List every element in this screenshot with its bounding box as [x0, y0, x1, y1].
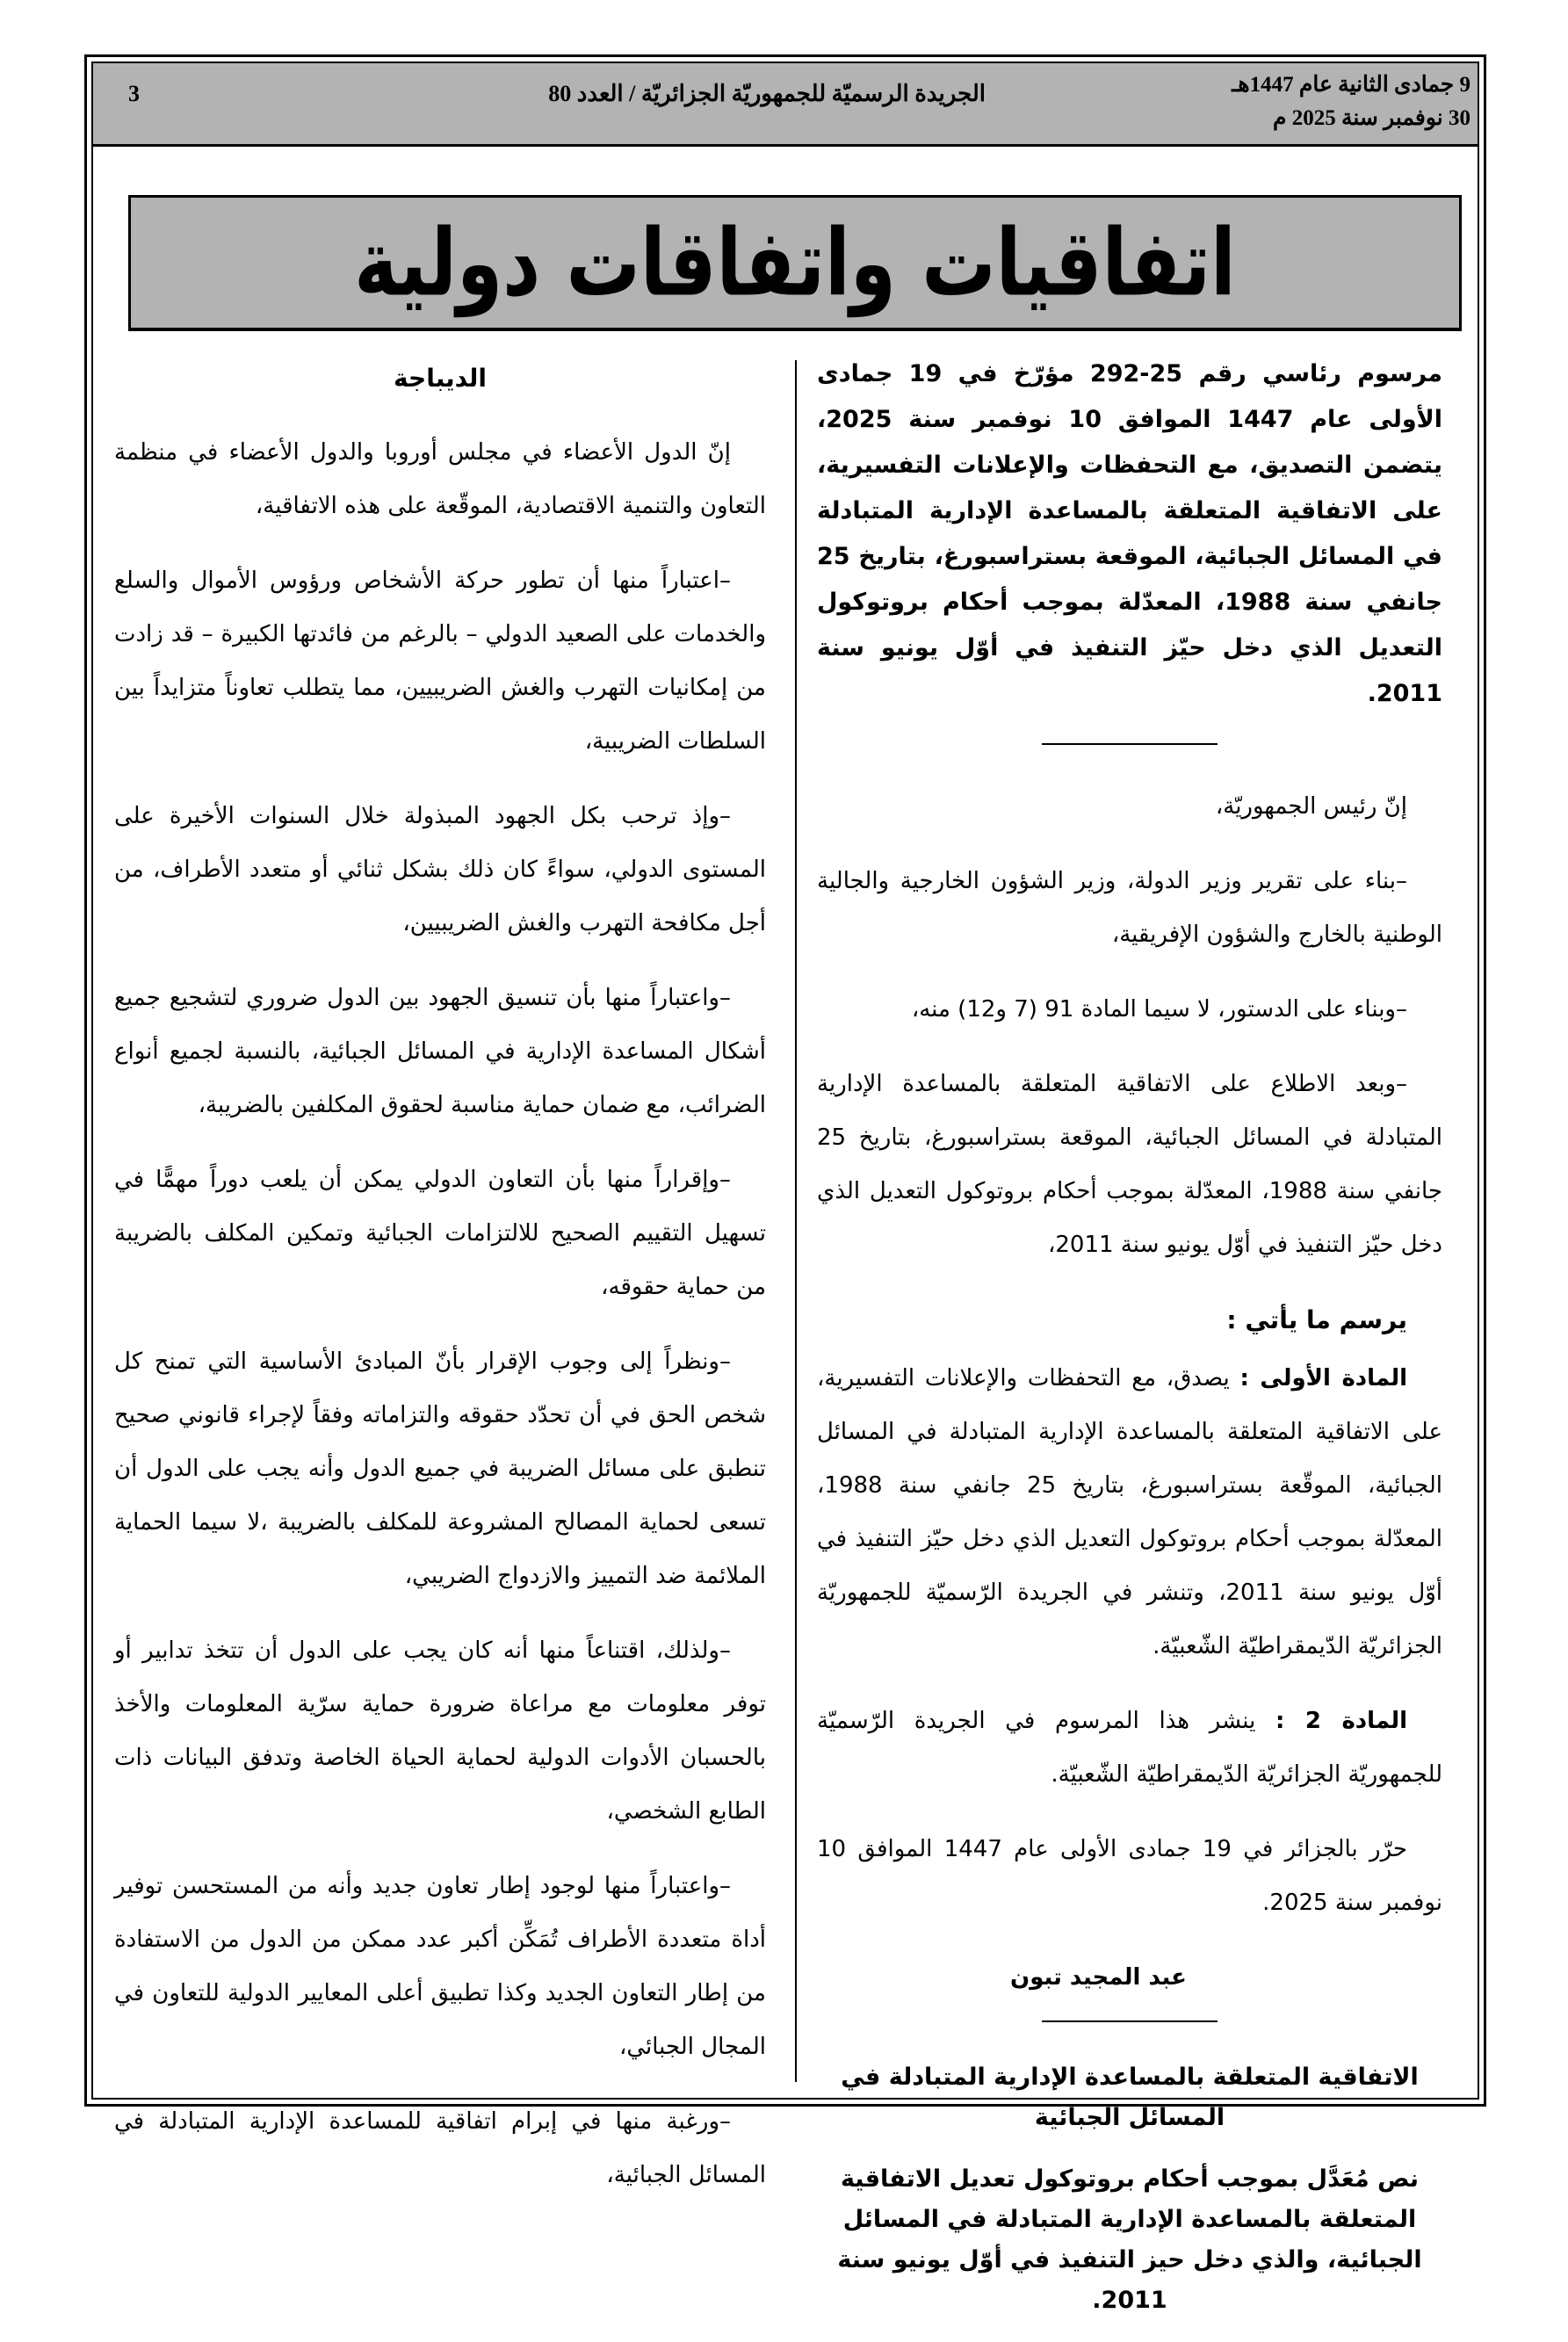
- preamble-paragraph: –اعتباراً منها أن تطور حركة الأشخاص ورؤوس الأموال والسلع والخدمات على الصعيد الدولي – بالرغم من فائدتها الكبيرة – قد زادت من إمكانيات التهرب والغش الضريبيين، مما يتطلب تعاوناً متزايداً بين السلطات الضريبية،: [114, 567, 766, 755]
- article-1: [817, 1352, 1442, 1673]
- decree-title: مرسوم رئاسي رقم 25-292 مؤرّخ في 19 جمادى الأولى عام 1447 الموافق 10 نوفمبر سنة 2025، يتضمن التصديق، مع التحفظات والإعلانات التفسيرية، على الاتفاقية المتعلقة بالمساعدة الإدارية المتبادلة في المسائل الجبائية، الموقعة بستراسبورغ، بتاريخ 25 جانفي سنة 1988، المعدّلة بموجب أحكام بروتوكول التعديل الذي دخل حيّز التنفيذ في أوّل يونيو سنة 2011.: [817, 360, 1443, 707]
- column-divider: [795, 360, 797, 2082]
- decree-recital: –بناء على تقرير وزير الدولة، وزير الشؤون الخارجية والجالية الوطنية بالخارج والشؤون الإفريقية،: [817, 868, 1442, 948]
- done-at: حرّر بالجزائر في 19 جمادى الأولى عام 1447 الموافق 10 نوفمبر سنة 2025.: [817, 1836, 1442, 1916]
- article-2-text: ينشر هذا المرسوم في الجريدة الرّسميّة للجمهوريّة الجزائريّة الدّيمقراطيّة الشّعبيّة.: [817, 1708, 1442, 1788]
- hijri-date: 9 جمادى الثانية عام 1447هـ: [1232, 73, 1470, 97]
- preamble-paragraph: إنّ الدول الأعضاء في مجلس أوروبا والدول الأعضاء في منظمة التعاون والتنمية الاقتصادية، الموقّعة على هذه الاتفاقية،: [114, 439, 766, 519]
- preamble-paragraph: –وإقراراً منها بأن التعاون الدولي يمكن أن يلعب دوراً مهمًّا في تسهيل التقييم الصحيح للالتزامات الجبائية وتمكين المكلف بالضريبة من حماية حقوقه،: [114, 1167, 766, 1300]
- decree-recital: –وبعد الاطلاع على الاتفاقية المتعلقة بالمساعدة الإدارية المتبادلة في المسائل الجبائية، الموقعة بستراسبورغ، بتاريخ 25 جانفي سنة 1988، المعدّلة بموجب أحكام بروتوكول التعديل الذي دخل حيّز التنفيذ في أوّل يونيو سنة 2011،: [817, 1071, 1442, 1258]
- decree-recital: –وبناء على الدستور، لا سيما المادة 91 (7 و12) منه،: [911, 996, 1407, 1023]
- section-title: اتفاقيات واتفاقات دولية: [354, 208, 1236, 317]
- preamble-column: [114, 351, 766, 2223]
- preamble-paragraph: –ونظراً إلى وجوب الإقرار بأنّ المبادئ الأساسية التي تمنح كل شخص الحق في أن تحدّد حقوقه والتزاماته وفقاً لإجراء قانوني صحيح تنطبق على مسائل الضريبة في جميع الدول وأنه يجب على الدول أن تسعى لحماية المصالح المشروعة للمكلف بالضريبة ،لا سيما الحماية الملائمة ضد التمييز والازدواج الضريبي،: [114, 1348, 766, 1589]
- preamble-heading: الديباجة: [394, 364, 487, 393]
- article-2: [817, 1695, 1442, 1802]
- section-title-box: [128, 195, 1462, 331]
- agreement-title: الاتفاقية المتعلقة بالمساعدة الإدارية المتبادلة في المسائل الجبائية: [841, 2064, 1419, 2131]
- preamble-paragraph: –ورغبة منها في إبرام اتفاقية للمساعدة الإدارية المتبادلة في المسائل الجبائية،: [114, 2108, 766, 2188]
- agreement-subtitle: نص مُعَدَّل بموجب أحكام بروتوكول تعديل الاتفاقية المتعلقة بالمساعدة الإدارية المتبادلة في المسائل الجبائية، والذي دخل حيز التنفيذ في أوّل يونيو سنة 2011.: [837, 2165, 1422, 2314]
- signature: عبد المجيد تبون: [1010, 1964, 1187, 1991]
- preamble-paragraph: –واعتباراً منها لوجود إطار تعاون جديد وأنه من المستحسن توفير أداة متعددة الأطراف تُمَكِّن أكبر عدد ممكن من الدول من الاستفادة من إطار التعاون الجديد وكذا تطبيق أعلى المعايير الدولية للتعاون في المجال الجبائي،: [114, 1873, 766, 2060]
- journal-title: الجريدة الرسميّة للجمهوريّة الجزائريّة / العدد 80: [548, 81, 986, 106]
- preamble-paragraph: –ولذلك، اقتناعاً منها أنه كان يجب على الدول أن تتخذ تدابير أو توفر معلومات مع مراعاة ضرورة حماية سرّية المعلومات والأخذ بالحسبان الأدوات الدولية لحماية الحياة الخاصة وتدفق البيانات ذات الطابع الشخصي،: [114, 1637, 766, 1825]
- gregorian-date: 30 نوفمبر سنة 2025 م: [1273, 106, 1470, 130]
- separator-rule: [1042, 743, 1218, 745]
- decree-opening: إنّ رئيس الجمهوريّة،: [1215, 793, 1407, 820]
- preamble-paragraph: –وإذ ترحب بكل الجهود المبذولة خلال السنوات الأخيرة على المستوى الدولي، سواءً كان ذلك بشكل ثنائي أو متعدد الأطراف، من أجل مكافحة التهرب والغش الضريبيين،: [114, 803, 766, 936]
- separator-rule: [1042, 2020, 1218, 2022]
- decree-column: [817, 351, 1442, 2342]
- page-number: 3: [128, 81, 140, 106]
- preamble-paragraph: –واعتباراً منها بأن تنسيق الجهود بين الدول ضروري لتشجيع جميع أشكال المساعدة الإدارية في المسائل الجبائية، بالنسبة لجميع أنواع الضرائب، مع ضمان حماية مناسبة لحقوق المكلفين بالضريبة،: [114, 985, 766, 1118]
- article-2-label: المادة 2 :: [1275, 1708, 1407, 1734]
- article-1-label: المادة الأولى :: [1239, 1365, 1408, 1391]
- header-dates: [1232, 69, 1470, 135]
- journal-header: [93, 63, 1478, 147]
- decrees-label: يرسم ما يأتي :: [1226, 1305, 1407, 1334]
- article-1-text: يصدق، مع التحفظات والإعلانات التفسيرية، على الاتفاقية المتعلقة بالمساعدة الإدارية المتبادلة في المسائل الجبائية، الموقّعة بستراسبورغ، بتاريخ 25 جانفي سنة 1988، المعدّلة بموجب أحكام بروتوكول التعديل الذي دخل حيّز التنفيذ في أوّل يونيو سنة 2011، وتنشر في الجريدة الرّسميّة للجمهوريّة الجزائريّة الدّيمقراطيّة الشّعبيّة.: [817, 1365, 1443, 1659]
